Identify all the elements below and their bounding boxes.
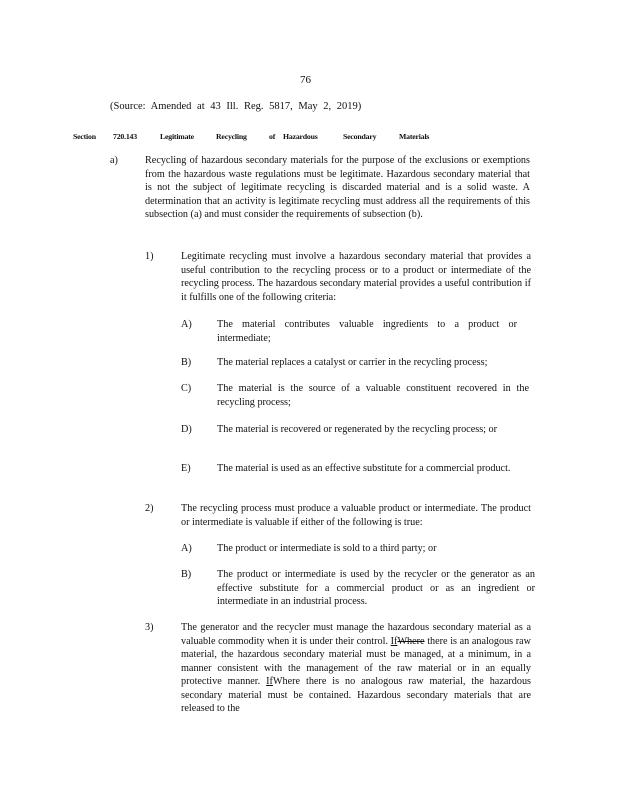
section-number: 720.143 xyxy=(113,132,137,141)
item-3-where: Where xyxy=(272,676,301,687)
criterion-label: B) xyxy=(181,357,192,368)
criterion-text: The material is the source of a valuable constituent recovered in the recycling process; xyxy=(217,383,529,408)
item-1-text: Legitimate recycling must involve a hazardous secondary material that provides a useful contribution to the recycling process or to a product or intermediate of the recycling process. The hazardous secondary material provides a useful contribution if it fulfills one of the following criteria: xyxy=(181,251,531,303)
section-title-word: Recycling xyxy=(216,132,247,141)
criterion-text: The product or intermediate is used by the recycler or the generator as an effective substitute for a commercial product or as an ingredient or intermediate in an industrial process. xyxy=(217,569,535,607)
inserted-if: If xyxy=(266,676,273,687)
criterion-label: D) xyxy=(181,424,192,435)
criterion-text: The product or intermediate is sold to a third party; or xyxy=(217,543,437,554)
section-title-word: Hazardous xyxy=(283,132,318,141)
criterion-text: The material is used as an effective substitute for a commercial product. xyxy=(217,463,511,474)
inserted-if: If xyxy=(390,635,398,647)
criterion-label: E) xyxy=(181,463,191,474)
deleted-where: Where xyxy=(397,635,425,647)
criterion-text: The material replaces a catalyst or carrier in the recycling process; xyxy=(217,357,488,368)
criterion-text: The material contributes valuable ingredients to a product or intermediate; xyxy=(217,319,517,344)
criterion-label: A) xyxy=(181,319,192,330)
section-title-word: Legitimate xyxy=(160,132,194,141)
item-3-text-part: there is an analogous raw material, the hazardous secondary material must be managed, at a minimum, in a manner consistent with the management of the raw material or in an equally protective manner. xyxy=(181,635,532,687)
criterion-text: The material is recovered or regenerated by the recycling process; or xyxy=(217,424,498,435)
section-title-word: of xyxy=(269,132,276,141)
item-2-text: The recycling process must produce a valuable product or intermediate. The product or intermediate is valuable if either of the following is true: xyxy=(181,503,531,528)
item-3-text-part: The generator and the recycler must manage the hazardous secondary material as a valuable commodity when it is under their control. xyxy=(181,622,531,647)
subsection-a-label: a) xyxy=(110,155,118,166)
item-3-text xyxy=(181,621,531,716)
section-label: Section xyxy=(73,132,96,141)
section-title-word: Secondary xyxy=(343,132,377,141)
item-1-label: 1) xyxy=(145,251,154,262)
source-note: (Source: Amended at 43 Ill. Reg. 5817, May 2, 2019) xyxy=(110,101,362,112)
criterion-label: A) xyxy=(181,543,192,554)
item-2-label: 2) xyxy=(145,503,154,514)
page-number: 76 xyxy=(300,74,311,86)
item-3-label: 3) xyxy=(145,622,154,633)
section-title-word: Materials xyxy=(399,132,430,141)
criterion-label: C) xyxy=(181,383,192,394)
subsection-a-text: Recycling of hazardous secondary materials for the purpose of the exclusions or exemptions from the hazardous waste regulations must be legitimate. Hazardous secondary material that is not the subject of legitimate recycling is discarded material and is a solid waste. A determination that an activity is legitimate recycling must address all the requirements of this subsection (a) and must consider the requirements of subsection (b). xyxy=(145,155,530,220)
item-3-text-part: there is no analogous raw material, the hazardous secondary material must be contained. Hazardous secondary materials that are released to the xyxy=(181,676,531,714)
criterion-label: B) xyxy=(181,569,192,580)
